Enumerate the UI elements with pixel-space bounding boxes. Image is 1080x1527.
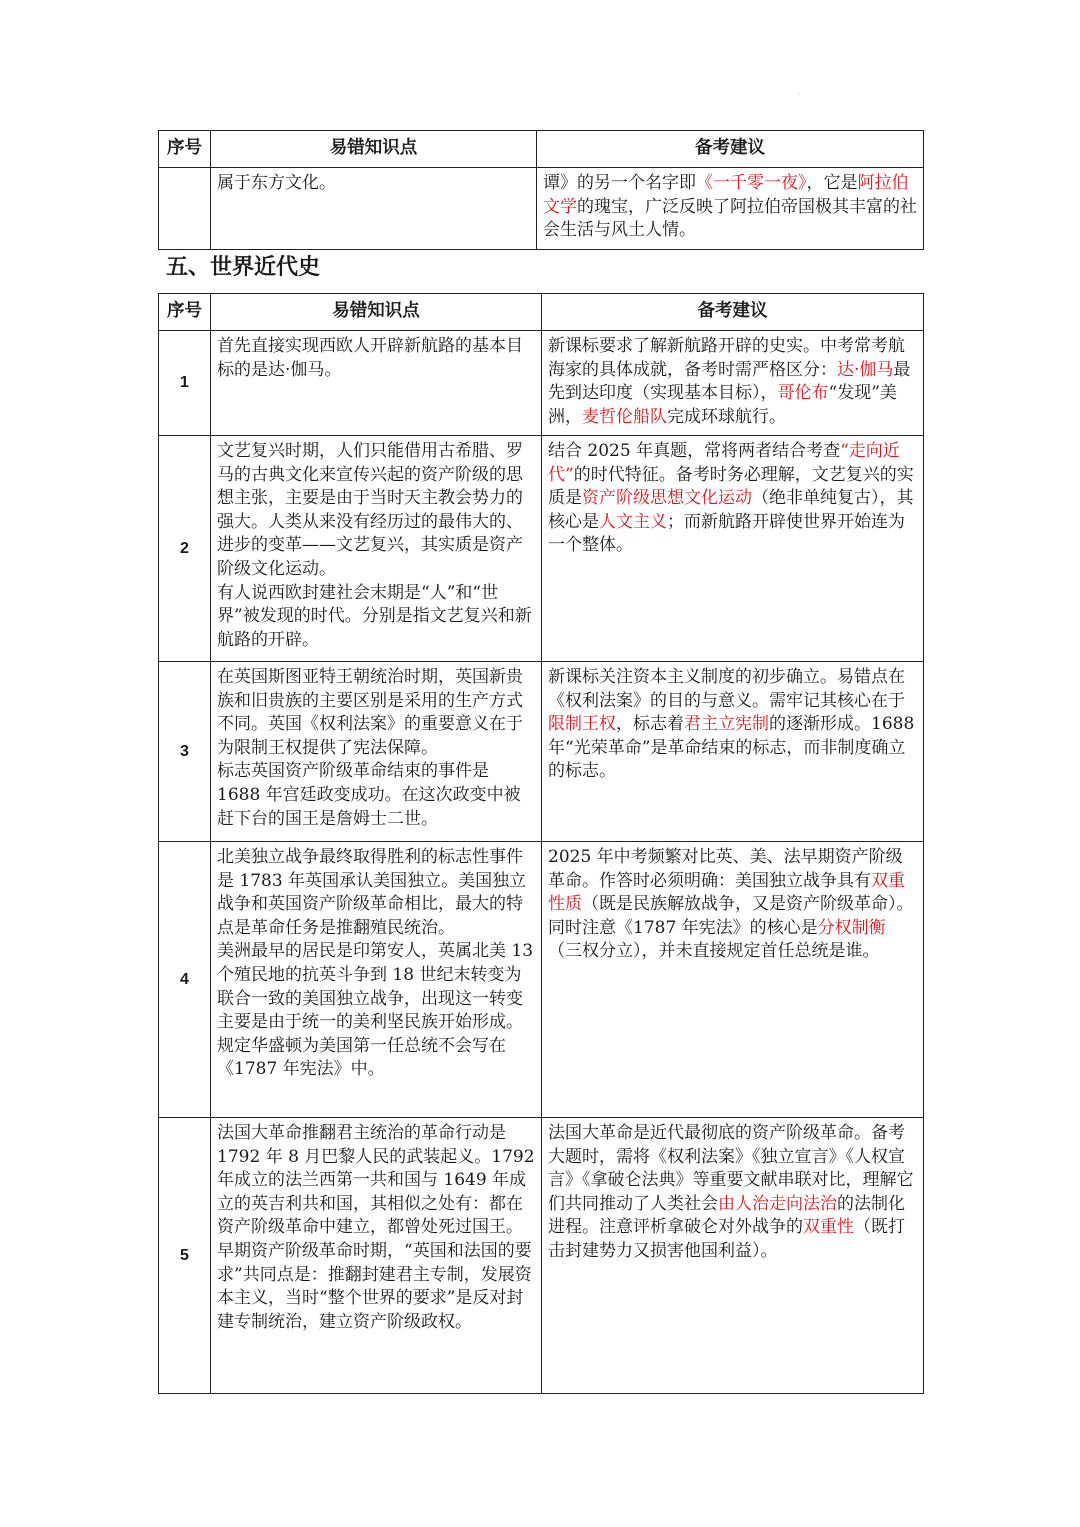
- row-number: 3: [159, 662, 211, 842]
- table-header-row: [159, 131, 924, 168]
- row-number: 5: [159, 1118, 211, 1394]
- advice-cell: [542, 842, 924, 1118]
- point-cell: [211, 331, 542, 436]
- point-paragraph: [217, 1240, 535, 1334]
- text-run: 新课标关注资本主义制度的初步确立。易错点在《权利法案》的目的与意义。需牢记其核心在于: [548, 667, 905, 711]
- text-run: 在英国斯图亚特王朝统治时期，英国新贵族和旧贵族的主要区别是采用的生产方式不同。英国《权利法案》的重要意义在于为限制王权提供了宪法保障。: [217, 667, 523, 758]
- point-paragraph: [217, 846, 535, 940]
- highlight-text: “走向近代”: [548, 441, 900, 485]
- highlight-text: 资产阶级思想文化运动: [582, 488, 752, 509]
- text-run: 最先到达印度（实现基本目标），: [548, 359, 911, 404]
- advice-paragraph: [548, 666, 917, 784]
- highlight-text: 君主立宪制: [684, 714, 769, 735]
- knowledge-table: [158, 293, 924, 1394]
- header-num: 序号: [159, 294, 211, 331]
- point-text: [217, 172, 530, 196]
- header-num: 序号: [159, 131, 211, 168]
- point-paragraph: [217, 335, 535, 382]
- row-number: 2: [159, 436, 211, 662]
- table-row: [159, 662, 924, 842]
- point-cell: [211, 436, 542, 662]
- highlight-text: 双重性质: [548, 870, 905, 915]
- continued-table: [158, 130, 924, 250]
- advice-cell: [542, 436, 924, 662]
- advice-cell: [537, 168, 924, 250]
- highlight-text: 阿拉伯文学: [543, 173, 909, 217]
- text-run: 有人说西欧封建社会末期是“人”和“世界”被发现的时代。分别是指文艺复兴和新航路的开辟。: [217, 582, 532, 650]
- highlight-text: 分权制衡: [817, 917, 886, 938]
- advice-paragraph: [548, 1122, 917, 1264]
- table-row: [159, 331, 924, 436]
- text-run: 的法制化进程。注意评析拿破仑对外战争的: [548, 1193, 905, 1238]
- section-title: 五、世界近代史: [166, 254, 321, 280]
- point-cell: [211, 168, 537, 250]
- highlight-text: 哥伦布: [777, 383, 829, 404]
- row-number: 1: [159, 331, 211, 436]
- text-run: 结合 2025 年真题，常将两者结合考查: [548, 441, 841, 461]
- point-paragraph: [217, 582, 535, 653]
- text-run: 的时代特征。备考时务必理解，文艺复兴的实质是: [548, 464, 914, 509]
- advice-cell: [542, 1118, 924, 1394]
- highlight-text: 双重性: [803, 1217, 854, 1238]
- text-run: 法国大革命是近代最彻底的资产阶级革命。备考大题时，需将《权利法案》《独立宣言》《人权宣言》《拿破仑法典》等重要文献串联对比，理解它们共同推动了人类社会: [548, 1123, 914, 1214]
- text-run: 北美独立战争最终取得胜利的标志性事件是 1783 年英国承认美国独立。美国独立战争和英国资产阶级革命相比，最大的特点是革命任务是推翻殖民统治。: [217, 847, 527, 938]
- advice-text: [543, 172, 917, 243]
- text-run: （绝非单纯复古），其核心是: [548, 488, 914, 532]
- text-run: 规定华盛顿为美国第一任总统不会写在《1787 年宪法》中。: [217, 1035, 506, 1080]
- text-run: 2025 年中考频繁对比英、美、法早期资产阶级革命。作答时必须明确：美国独立战争具有: [548, 847, 903, 891]
- point-paragraph: [217, 1035, 535, 1082]
- scan-mark: ·: [798, 90, 801, 99]
- text-run: 新课标要求了解新航路开辟的史实。中考常考航海家的具体成就，备考时需严格区分：: [548, 336, 905, 380]
- highlight-text: 达·伽马: [837, 359, 894, 380]
- point-paragraph: [217, 1122, 535, 1240]
- table-row: [159, 842, 924, 1118]
- text-run: ，它是: [806, 173, 858, 193]
- point-cell: [211, 662, 542, 842]
- highlight-text: 麦哲伦船队: [582, 406, 667, 427]
- text-run: 的逐渐形成。1688 年“光荣革命”是革命结束的标志，而非制度确立的标志。: [548, 714, 915, 782]
- table-header-row: [159, 294, 924, 331]
- highlight-text: 《一千零一夜》: [696, 173, 807, 193]
- advice-cell: [542, 331, 924, 436]
- text-run: （既打击封建势力又损害他国利益）。: [548, 1217, 905, 1261]
- advice-paragraph: [548, 335, 917, 429]
- text-run: ，标志着: [616, 714, 684, 735]
- highlight-text: 人文主义: [599, 511, 667, 532]
- text-run: 文艺复兴时期，人们只能借用古希腊、罗马的古典文化来宣传兴起的资产阶级的思想主张，主要是由于当时天主教会势力的强大。人类从来没有经历过的最伟大的、进步的变革——文艺复兴，其实质是资产阶级文化运动。: [217, 441, 523, 579]
- text-run: 属于东方文化。: [217, 173, 336, 193]
- advice-paragraph: [548, 846, 917, 964]
- text-run: 法国大革命推翻君主统治的革命行动是 1792 年 8 月巴黎人民的武装起义。1792 年成立的法兰西第一共和国与 1649 年成立的英吉利共和国，其相似之处有：都在资产阶级革命中建立，都曾处死过国王。: [217, 1123, 535, 1238]
- text-run: 谭》的另一个名字即: [543, 173, 696, 193]
- point-cell: [211, 842, 542, 1118]
- highlight-text: 由人治走向法治: [718, 1193, 837, 1214]
- text-run: “发现”美洲，: [548, 383, 897, 427]
- point-cell: [211, 1118, 542, 1394]
- table-row: [159, 436, 924, 662]
- header-advice: 备考建议: [542, 294, 924, 331]
- text-run: ；而新航路开辟使世界开始连为一个整体。: [548, 511, 905, 556]
- text-run: 完成环球航行。: [667, 406, 786, 427]
- text-run: 首先直接实现西欧人开辟新航路的基本目标的是达·伽马。: [217, 336, 523, 380]
- point-paragraph: [217, 440, 535, 582]
- advice-cell: [542, 662, 924, 842]
- header-point: 易错知识点: [211, 131, 537, 168]
- highlight-text: 限制王权: [548, 714, 616, 735]
- table-row: [159, 1118, 924, 1394]
- text-run: （三权分立），并未直接规定首任总统是谁。: [548, 941, 880, 962]
- point-paragraph: [217, 940, 535, 1034]
- text-run: 标志英国资产阶级革命结束的事件是 1688 年宫廷政变成功。在这次政变中被赶下台的国王是詹姆士二世。: [217, 761, 521, 829]
- text-run: （既是民族解放战争，又是资产阶级革命）。同时注意《1787 年宪法》的核心是: [548, 894, 914, 938]
- point-paragraph: [217, 760, 535, 831]
- row-num-cell: [159, 168, 211, 250]
- text-run: 早期资产阶级革命时期，“英国和法国的要求”共同点是：推翻封建君主专制，发展资本主义，当时“整个世界的要求”是反对封建专制统治，建立资产阶级政权。: [217, 1240, 532, 1332]
- header-point: 易错知识点: [211, 294, 542, 331]
- table-row: [159, 168, 924, 250]
- advice-paragraph: [548, 440, 917, 558]
- header-advice: 备考建议: [537, 131, 924, 168]
- row-number: 4: [159, 842, 211, 1118]
- point-paragraph: [217, 666, 535, 760]
- text-run: 的瑰宝，广泛反映了阿拉伯帝国极其丰富的社会生活与风土人情。: [543, 196, 917, 241]
- text-run: 美洲最早的居民是印第安人，英属北美 13 个殖民地的抗英斗争到 18 世纪末转变为联合一致的美国独立战争，出现这一转变主要是由于统一的美利坚民族开始形成。: [217, 941, 534, 1033]
